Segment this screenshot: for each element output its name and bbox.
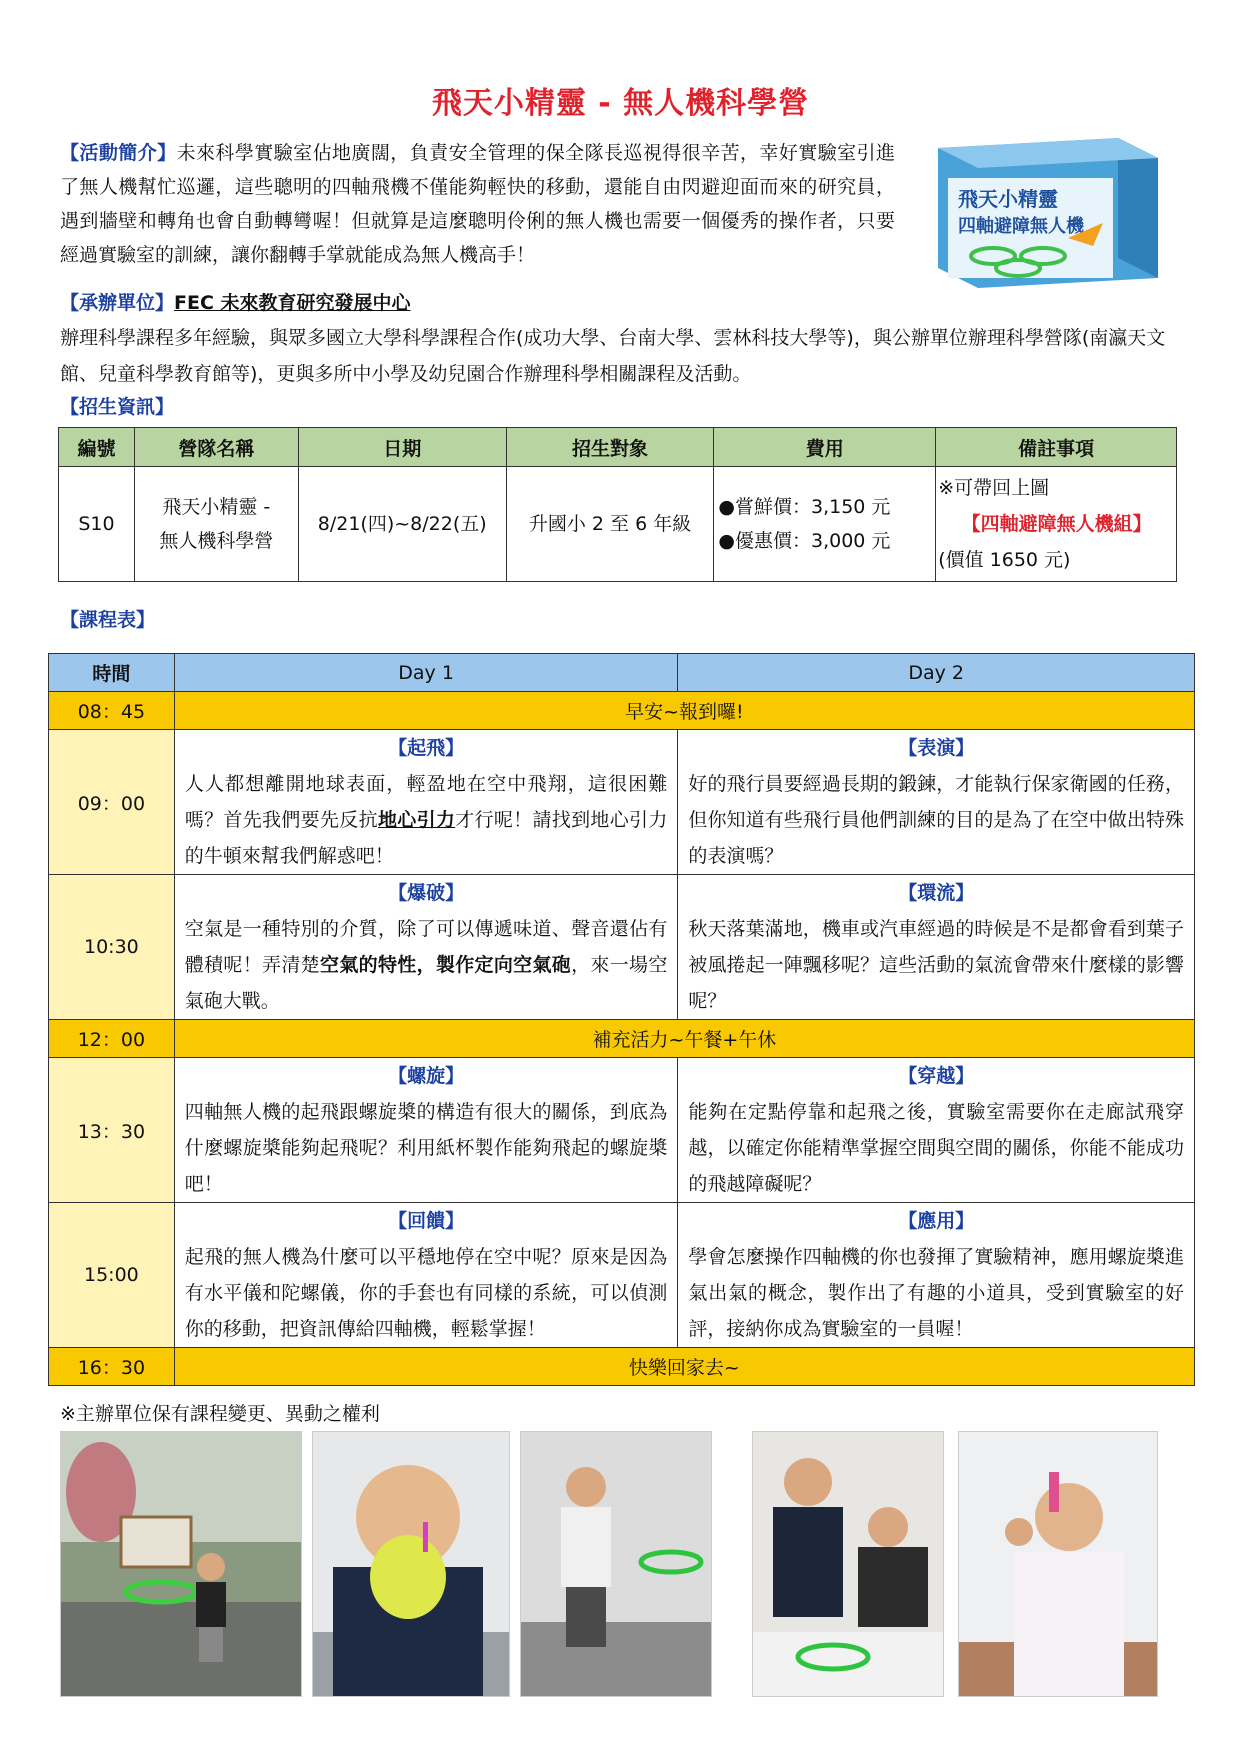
photo-building-drone xyxy=(752,1431,944,1697)
activity-title: 【螺旋】 xyxy=(388,1065,465,1087)
cell-id: S10 xyxy=(59,467,135,582)
activity-text-c: 才行呢！請找到地心引力的牛頓來幫我們解惑吧！ xyxy=(184,809,668,867)
activity-text: 能夠在定點停靠和起飛之後，實驗室需要你在走廊試飛穿越，以確定你能精準掌握空間與空間的關係，你能不能成功的飛越障礙呢？ xyxy=(688,1101,1184,1195)
header-id: 編號 xyxy=(59,428,135,467)
fee-trial: ●嘗鮮價：3,150 元 xyxy=(718,496,891,518)
activity-text: 好的飛行員要經過長期的鍛鍊，才能執行保家衛國的任務，但你知道有些飛行員他們訓練的目的是為了在空中做出特殊的表演嗎？ xyxy=(688,773,1184,867)
day2-cell xyxy=(678,730,1195,875)
activity-title: 【回饋】 xyxy=(388,1210,465,1232)
header-fee: 費用 xyxy=(714,428,936,467)
day2-cell xyxy=(678,875,1195,1020)
table-row xyxy=(59,467,1177,582)
day1-cell xyxy=(174,1058,678,1203)
bar-time: 16：30 xyxy=(49,1348,175,1386)
day1-cell xyxy=(174,730,678,875)
activity-text-emphasis: 空氣的特性，製作定向空氣砲 xyxy=(320,954,572,976)
activity-text-a: 人人都想離開地球表面，輕盈地在空中飛翔，這很困難嗎？首先我們要先反抗 xyxy=(184,773,668,831)
bar-time: 12：00 xyxy=(49,1020,175,1058)
cell-note xyxy=(936,467,1177,582)
cell-name xyxy=(134,467,298,582)
header-note: 備註事項 xyxy=(936,428,1177,467)
organizer-line xyxy=(60,286,411,320)
activity-title: 【穿越】 xyxy=(898,1065,975,1087)
day2-cell xyxy=(678,1058,1195,1203)
cell-date: 8/21(四)~8/22(五) xyxy=(298,467,506,582)
bar-text: 快樂回家去~ xyxy=(174,1348,1194,1386)
activity-title: 【表演】 xyxy=(898,737,975,759)
intro-tag: 【活動簡介】 xyxy=(60,142,177,164)
slot-time: 10:30 xyxy=(49,875,175,1020)
product-box-image xyxy=(918,128,1164,294)
header-name: 營隊名稱 xyxy=(134,428,298,467)
day1-cell xyxy=(174,1203,678,1348)
note-line1: ※可帶回上圖 xyxy=(938,477,1050,499)
activity-text: 學會怎麼操作四軸機的你也發揮了實驗精神，應用螺旋槳進氣出氣的概念，製作出了有趣的小道具，受到實驗室的好評，接納你成為實驗室的一員喔！ xyxy=(688,1246,1184,1340)
enrollment-table xyxy=(58,427,1177,582)
enroll-section-title: 【招生資訊】 xyxy=(60,396,175,418)
note-line3: (價值 1650 元) xyxy=(938,549,1071,571)
header-date: 日期 xyxy=(298,428,506,467)
schedule-bar-row xyxy=(49,692,1195,730)
intro-paragraph xyxy=(60,136,895,272)
cell-name-line2: 無人機科學營 xyxy=(159,530,274,552)
activity-text-a: 空氣是一種特別的介質，除了可以傳遞味道、聲音還佔有體積呢！弄清楚 xyxy=(184,918,668,976)
activity-title: 【環流】 xyxy=(898,882,975,904)
activity-text: 四軸無人機的起飛跟螺旋槳的構造有很大的關係，到底為什麼螺旋槳能夠起飛呢？利用紙杯製作能夠飛起的螺旋槳吧！ xyxy=(184,1101,668,1195)
slot-time: 15:00 xyxy=(49,1203,175,1348)
activity-text-c: ，來一場空氣砲大戰。 xyxy=(184,954,668,1012)
organizer-tag: 【承辦單位】 xyxy=(60,292,175,314)
photo-outdoor-drone xyxy=(60,1431,302,1697)
bar-time: 08：45 xyxy=(49,692,175,730)
footnote: ※主辦單位保有課程變更、異動之權利 xyxy=(60,1403,380,1425)
note-line2: 【四軸避障無人機組】 xyxy=(961,513,1152,535)
organizer-name: FEC 未來教育研究發展中心 xyxy=(174,292,411,314)
day2-cell xyxy=(678,1203,1195,1348)
fee-discount: ●優惠價：3,000 元 xyxy=(718,530,891,552)
bar-text: 早安~報到囉! xyxy=(174,692,1194,730)
slot-time: 13：30 xyxy=(49,1058,175,1203)
cell-name-line1: 飛天小精靈 - xyxy=(162,496,271,518)
activity-text-emphasis: 地心引力 xyxy=(377,809,456,831)
schedule-bar-row xyxy=(49,1348,1195,1386)
header-day1: Day 1 xyxy=(174,654,678,692)
activity-title: 【爆破】 xyxy=(388,882,465,904)
schedule-row xyxy=(49,1203,1195,1348)
schedule-table xyxy=(48,653,1195,1386)
activity-title: 【應用】 xyxy=(898,1210,975,1232)
photo-glove-control xyxy=(520,1431,712,1697)
organizer-description: 辦理科學課程多年經驗，與眾多國立大學科學課程合作(成功大學、台南大學、雲林科技大學等)，與公辦單位辦理科學營隊(南瀛天文館、兒童科學教育館等)，更與多所中小學及幼兒園合作辦理科學相關課程及活動。 xyxy=(60,327,1166,385)
header-target: 招生對象 xyxy=(506,428,714,467)
product-box-line1: 飛天小精靈 xyxy=(958,187,1058,211)
header-day2: Day 2 xyxy=(678,654,1195,692)
cell-target: 升國小 2 至 6 年級 xyxy=(506,467,714,582)
intro-text: 未來科學實驗室佔地廣闊，負責安全管理的保全隊長巡視得很辛苦，幸好實驗室引進了無人機幫忙巡邏，這些聰明的四軸飛機不僅能夠輕快的移動，還能自由閃避迎面而來的研究員，遇到牆壁和轉角也會自動轉彎喔！但就算是這麼聰明伶俐的無人機也需要一個優秀的操作者，只要經過實驗室的訓練，讓你翻轉手掌就能成為無人機高手！ xyxy=(60,142,895,266)
photo-balloon xyxy=(312,1431,510,1697)
schedule-row xyxy=(49,1058,1195,1203)
schedule-header-row xyxy=(49,654,1195,692)
header-time: 時間 xyxy=(49,654,175,692)
schedule-row xyxy=(49,730,1195,875)
bar-text: 補充活力~午餐+午休 xyxy=(174,1020,1194,1058)
schedule-bar-row xyxy=(49,1020,1195,1058)
day1-cell xyxy=(174,875,678,1020)
enrollment-header-row xyxy=(59,428,1177,467)
schedule-row xyxy=(49,875,1195,1020)
activity-title: 【起飛】 xyxy=(388,737,465,759)
slot-time: 09：00 xyxy=(49,730,175,875)
activity-text: 起飛的無人機為什麼可以平穩地停在空中呢？原來是因為有水平儀和陀螺儀，你的手套也有同樣的系統，可以偵測你的移動，把資訊傳給四軸機，輕鬆掌握！ xyxy=(184,1246,668,1340)
cell-fee xyxy=(714,467,936,582)
activity-text: 秋天落葉滿地，機車或汽車經過的時候是不是都會看到葉子被風捲起一陣飄移呢？這些活動的氣流會帶來什麼樣的影響呢？ xyxy=(688,918,1184,1012)
product-box-line2: 四軸避障無人機 xyxy=(958,216,1084,237)
photo-whistle xyxy=(958,1431,1158,1697)
page-title: 飛天小精靈 - 無人機科學營 xyxy=(431,86,810,121)
schedule-section-title: 【課程表】 xyxy=(60,609,156,631)
